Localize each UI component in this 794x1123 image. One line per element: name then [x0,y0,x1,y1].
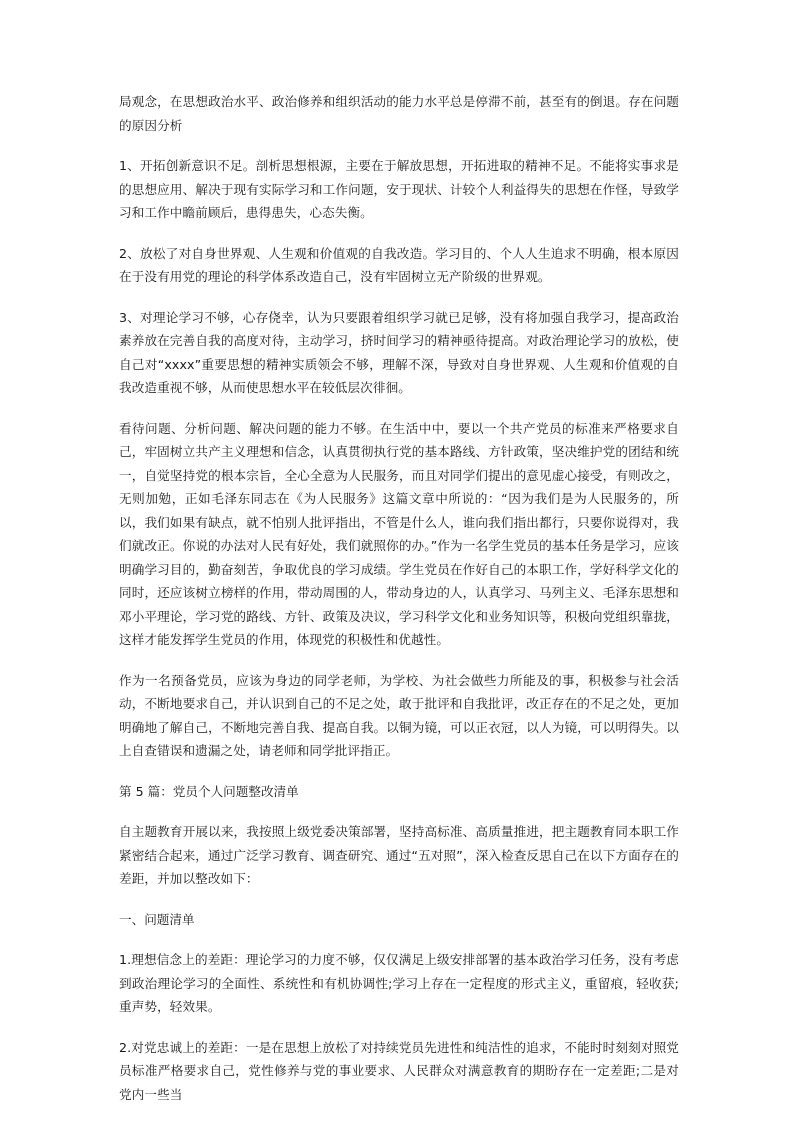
problem-list-heading: 一、问题清单 [119,911,195,927]
paragraph-worldview: 2、放松了对自身世界观、人生观和价值观的自我改造。学习目的、个人人生追求不明确，根本原因在于没有用党的理论的科学体系改造自己，没有牢固树立无产阶级的世界观。 [119,245,679,284]
paragraph-loyalty-gap: 2.对党忠诚上的差距：一是在思想上放松了对持续党员先进性和纯洁性的追求，不能时时刻刻对照党员标准严格要求自己，党性修养与党的事业要求、人民群众对满意教育的期盼存在一定差距;二是对党内一些当 [119,1039,679,1102]
paragraph-theory-study: 3、对理论学习不够，心存侥幸，认为只要跟着组织学习就已足够，没有将加强自我学习，提高政治素养放在完善自我的高度对待，主动学习，挤时间学习的精神亟待提高。对政治理论学习的放松，使自己对“xxxx”重要思想的精神实质领会不够，理解不深，导致对自身世界观、人生观和价值观的自我改造重视不够，从而使思想水平在较低层次徘徊。 [119,309,679,395]
paragraph-innovation: 1、开拓创新意识不足。剖析思想根源，主要在于解放思想，开拓进取的精神不足。不能将实事求是的思想应用、解决于现有实际学习和工作问题，安于现状、计较个人利益得失的思想在作怪，导致学习和工作中瞻前顾后，患得患失，心态失衡。 [119,158,679,220]
section-title: 第 5 篇：党员个人问题整改清单 [119,783,299,799]
paragraph-probationary-member: 作为一名预备党员，应该为身边的同学老师，为学校、为社会做些力所能及的事，积极参与社会活动，不断地要求自己，并认识到自己的不足之处，敢于批评和自我批评，改正存在的不足之处，更加明确地了解自己，不断地完善自我、提高自我。以铜为镜，可以正衣冠，以人为镜，可以明得失。以上自查错误和遗漏之处，请老师和同学批评指正。 [119,672,679,758]
paragraph-problem-solving: 看待问题、分析问题、解决问题的能力不够。在生活中中，要以一个共产党员的标准来严格要求自己，牢固树立共产主义理想和信念，认真贯彻执行党的基本路线、方针政策，坚决维护党的团结和统一，自觉坚持党的根本宗旨，全心全意为人民服务，而且对同学们提出的意见虚心接受，有则改之，无则加勉，正如毛泽东同志在《为人民服务》这篇文章中所说的：“因为我们是为人民服务的，所以，我们如果有缺点，就不怕别人批评指出，不管是什么人，谁向我们指出都行，只要你说得对，我们就改正。你说的办法对人民有好处，我们就照你的办。”作为一名学生党员的基本任务是学习，应该明确学习目的，勤奋刻苦，争取优良的学习成绩。学生党员在作好自己的本职工作，学好科学文化的同时，还应该树立榜样的作用，带动周围的人，带动身边的人，认真学习、马列主义、毛泽东思想和邓小平理论，学习党的路线、方针、政策及决议，学习科学文化和业务知识等，积极向党组织靠拢，这样才能发挥学生党员的作用，体现党的积极性和优越性。 [119,420,679,647]
paragraph-theme-education: 自主题教育开展以来，我按照上级党委决策部署，坚持高标准、高质量推进，把主题教育同本职工作紧密结合起来，通过广泛学习教育、调查研究、通过“五对照”，深入检查反思自己在以下方面存在的差距，并加以整改如下： [119,824,679,886]
document-page [119,90,679,1123]
paragraph-problem-causes: 局观念，在思想政治水平、政治修养和组织活动的能力水平总是停滞不前，甚至有的倒退。存在问题的原因分析 [119,94,679,133]
paragraph-ideals-gap: 1.理想信念上的差距：理论学习的力度不够，仅仅满足上级安排部署的基本政治学习任务，没有考虑到政治理论学习的全面性、系统性和有机协调性;学习上存在一定程度的形式主义，重留痕，轻收获;重声势，轻效果。 [119,952,679,1014]
